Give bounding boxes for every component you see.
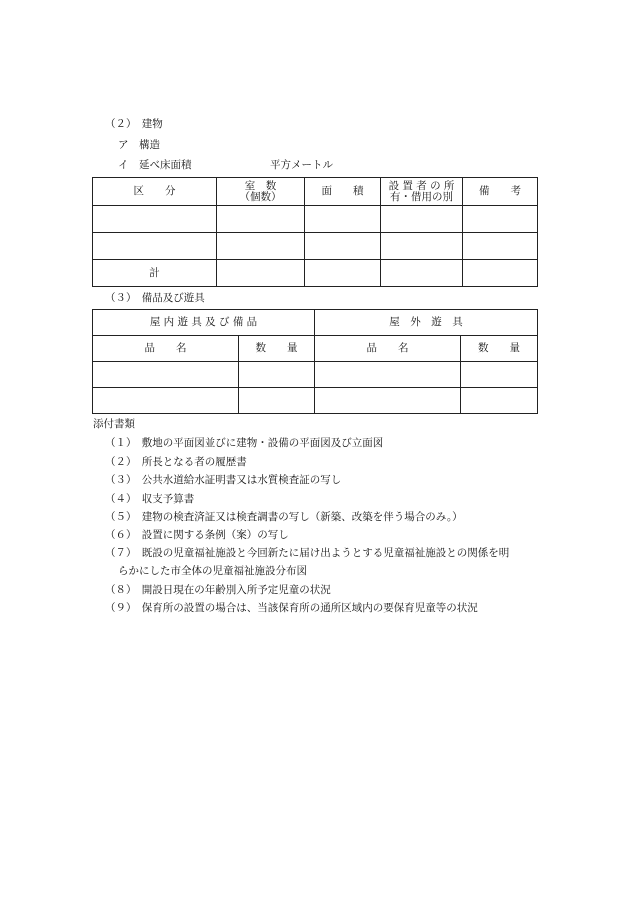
header-room-count-line2: （個数） xyxy=(239,190,282,203)
header-room-count-line1: 室 数 xyxy=(244,179,277,192)
header-remarks: 備 考 xyxy=(463,178,538,206)
attachment-item-6: （６） 設置に関する条例（案）の写し xyxy=(105,529,289,541)
table-row xyxy=(93,388,538,414)
table-row xyxy=(93,362,538,388)
table-row xyxy=(93,233,538,260)
attachments-title: 添付書類 xyxy=(93,418,135,430)
attachment-item-7-cont: らかにした市全体の児童福祉施設分布図 xyxy=(118,565,307,577)
floor-area-label: イ 延べ床面積 xyxy=(118,159,192,171)
equipment-table xyxy=(92,309,538,414)
table-row xyxy=(93,206,538,233)
structure-label: ア 構造 xyxy=(118,139,160,151)
attachment-item-3: （３） 公共水道給水証明書又は水質検査証の写し xyxy=(105,474,342,486)
attachment-item-2: （２） 所長となる者の履歴書 xyxy=(105,456,247,468)
attachment-item-8: （８） 開設日現在の年齢別入所予定児童の状況 xyxy=(105,584,331,596)
header-ownership-line1: 設 置 者 の 所 xyxy=(388,179,455,192)
attachment-item-1: （１） 敷地の平面図並びに建物・設備の平面図及び立面図 xyxy=(105,437,384,449)
attachment-item-4: （４） 収支予算書 xyxy=(105,493,195,505)
attachment-item-5: （５） 建物の検査済証又は検査調書の写し（新築、改築を伴う場合のみ。） xyxy=(105,511,463,523)
attachment-item-7: （７） 既設の児童福祉施設と今回新たに届け出ようとする児童福祉施設との関係を明 xyxy=(105,547,510,559)
equipment-heading: （３） 備品及び遊具 xyxy=(105,292,205,304)
header-ownership-line2: 有・借用の別 xyxy=(390,190,453,203)
header-ownership xyxy=(381,178,463,206)
outdoor-header: 屋 外 遊 具 xyxy=(315,310,538,336)
total-label: 計 xyxy=(93,260,217,287)
attachment-item-9: （９） 保育所の設置の場合は、当該保育所の通所区域内の要保育児童等の状況 xyxy=(105,602,478,614)
building-table xyxy=(92,177,538,287)
outdoor-item-name-header: 品 名 xyxy=(315,336,461,362)
outdoor-quantity-header: 数 量 xyxy=(461,336,538,362)
indoor-item-name-header: 品 名 xyxy=(93,336,239,362)
header-area: 面 積 xyxy=(305,178,381,206)
floor-area-unit: 平方メートル xyxy=(270,159,333,171)
indoor-quantity-header: 数 量 xyxy=(239,336,315,362)
total-row xyxy=(93,260,538,287)
header-category: 区 分 xyxy=(93,178,217,206)
header-room-count xyxy=(217,178,305,206)
indoor-header: 屋 内 遊 具 及 び 備 品 xyxy=(93,310,315,336)
building-heading: （２） 建物 xyxy=(105,118,163,130)
